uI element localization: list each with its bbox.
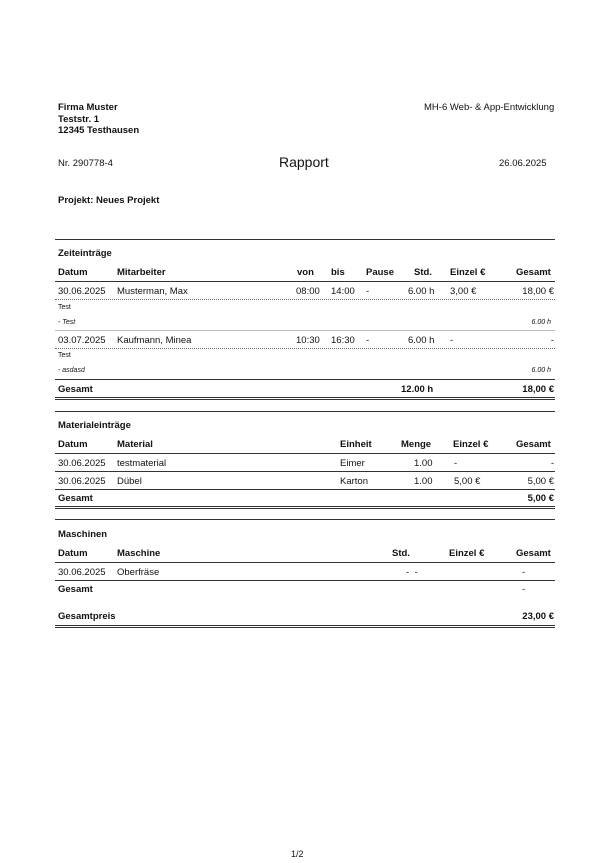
cell-datum: 30.06.2025 — [58, 286, 106, 297]
grand-total-label: Gesamtpreis — [58, 611, 116, 622]
cell-std: 6.00 h — [408, 286, 435, 297]
total-label: Gesamt — [58, 384, 93, 395]
cell-mitarbeiter: Kaufmann, Minea — [117, 335, 192, 346]
cell-bis: 14:00 — [331, 286, 355, 297]
cell-maschine: Oberfräse — [117, 567, 160, 578]
cell-datum: 30.06.2025 — [58, 458, 106, 469]
material-total-row — [0, 493, 607, 505]
company-right-name: MH-6 Web- & App-Entwicklung — [424, 102, 555, 113]
report-number: Nr. 290778-4 — [58, 158, 113, 169]
col-gesamt: Gesamt — [516, 548, 551, 559]
col-gesamt: Gesamt — [516, 439, 551, 450]
cell-von: 08:00 — [296, 286, 320, 297]
col-gesamt: Gesamt — [516, 267, 551, 278]
cell-material: Dübel — [117, 476, 142, 487]
cell-std: 6.00 h — [408, 335, 435, 346]
page-number: 1/2 — [291, 849, 304, 859]
cell-einzel: 5,00 € — [454, 476, 481, 487]
cell-datum: 30.06.2025 — [58, 567, 106, 578]
material-heading: Materialeinträge — [58, 420, 131, 431]
cell-gesamt: 5,00 € — [527, 476, 554, 487]
note-hours: 6.00 h — [531, 319, 551, 326]
cell-material: testmaterial — [117, 458, 167, 469]
cell-einzel: - — [454, 458, 458, 469]
material-header-row — [0, 439, 607, 451]
section-divider — [55, 239, 555, 240]
cell-pause: - — [366, 286, 370, 297]
table-row — [0, 286, 607, 298]
row-divider — [55, 379, 555, 380]
company-street: Teststr. 1 — [58, 114, 100, 125]
cell-menge: 1.00 — [414, 458, 433, 469]
total-label: Gesamt — [58, 584, 93, 595]
grand-total-row — [0, 611, 607, 623]
note-title: Test — [58, 304, 71, 311]
col-datum: Datum — [58, 439, 88, 450]
report-date: 26.06.2025 — [499, 158, 547, 169]
cell-gesamt: - — [550, 458, 554, 469]
table-row — [0, 476, 607, 488]
row-divider — [55, 299, 555, 300]
project-label: Projekt: Neues Projekt — [58, 195, 160, 206]
total-sum: - — [522, 584, 526, 595]
cell-einheit: Karton — [340, 476, 368, 487]
note-text: - Test — [58, 319, 76, 326]
maschinen-header-row — [0, 548, 607, 560]
note-title: Test — [58, 352, 71, 359]
total-label: Gesamt — [58, 493, 93, 504]
cell-einzel: - — [450, 335, 454, 346]
col-einheit: Einheit — [340, 439, 372, 450]
header-underline — [55, 453, 555, 454]
note-text: - asdasd — [58, 367, 85, 374]
cell-gesamt: - — [522, 567, 526, 578]
col-material: Material — [117, 439, 153, 450]
total-sum: 5,00 € — [527, 493, 554, 504]
section-divider — [55, 519, 555, 520]
col-pause: Pause — [366, 267, 394, 278]
cell-std: - - — [406, 567, 418, 578]
cell-mitarbeiter: Musterman, Max — [117, 286, 188, 297]
total-underline — [55, 397, 555, 400]
header-underline — [55, 562, 555, 563]
cell-gesamt: 18,00 € — [522, 286, 554, 297]
company-name: Firma Muster — [58, 102, 118, 113]
row-divider — [55, 489, 555, 490]
col-maschine: Maschine — [117, 548, 161, 559]
cell-gesamt: - — [550, 335, 554, 346]
table-row — [0, 567, 607, 579]
company-city: 12345 Testhausen — [58, 125, 140, 136]
note-hours: 6.00 h — [531, 367, 551, 374]
col-einzel: Einzel € — [450, 267, 486, 278]
cell-datum: 03.07.2025 — [58, 335, 106, 346]
row-divider — [55, 580, 555, 581]
zeit-total-row — [0, 384, 607, 396]
cell-bis: 16:30 — [331, 335, 355, 346]
col-einzel: Einzel € — [449, 548, 485, 559]
cell-datum: 30.06.2025 — [58, 476, 106, 487]
col-mitarbeiter: Mitarbeiter — [117, 267, 166, 278]
zeit-heading: Zeiteinträge — [58, 248, 112, 259]
row-divider — [55, 471, 555, 472]
col-von: von — [297, 267, 314, 278]
cell-von: 10:30 — [296, 335, 320, 346]
col-std: Std. — [414, 267, 432, 278]
col-datum: Datum — [58, 548, 88, 559]
row-divider — [55, 330, 555, 331]
header-underline — [55, 281, 555, 282]
cell-pause: - — [366, 335, 370, 346]
col-einzel: Einzel € — [453, 439, 489, 450]
col-datum: Datum — [58, 267, 88, 278]
grand-total-underline — [55, 625, 555, 628]
grand-total-value: 23,00 € — [522, 611, 554, 622]
zeit-header-row — [0, 267, 607, 279]
section-divider — [55, 411, 555, 412]
maschinen-total-row — [0, 584, 607, 596]
report-title: Rapport — [279, 154, 329, 170]
col-bis: bis — [331, 267, 345, 278]
col-menge: Menge — [401, 439, 432, 450]
total-sum: 18,00 € — [522, 384, 554, 395]
cell-menge: 1.00 — [414, 476, 433, 487]
table-row — [0, 335, 607, 347]
col-std: Std. — [392, 548, 410, 559]
row-divider — [55, 348, 555, 349]
cell-einheit: Eimer — [340, 458, 365, 469]
cell-einzel: 3,00 € — [450, 286, 477, 297]
total-hours: 12.00 h — [401, 384, 434, 395]
total-underline — [55, 506, 555, 509]
table-row — [0, 458, 607, 470]
maschinen-heading: Maschinen — [58, 529, 108, 540]
